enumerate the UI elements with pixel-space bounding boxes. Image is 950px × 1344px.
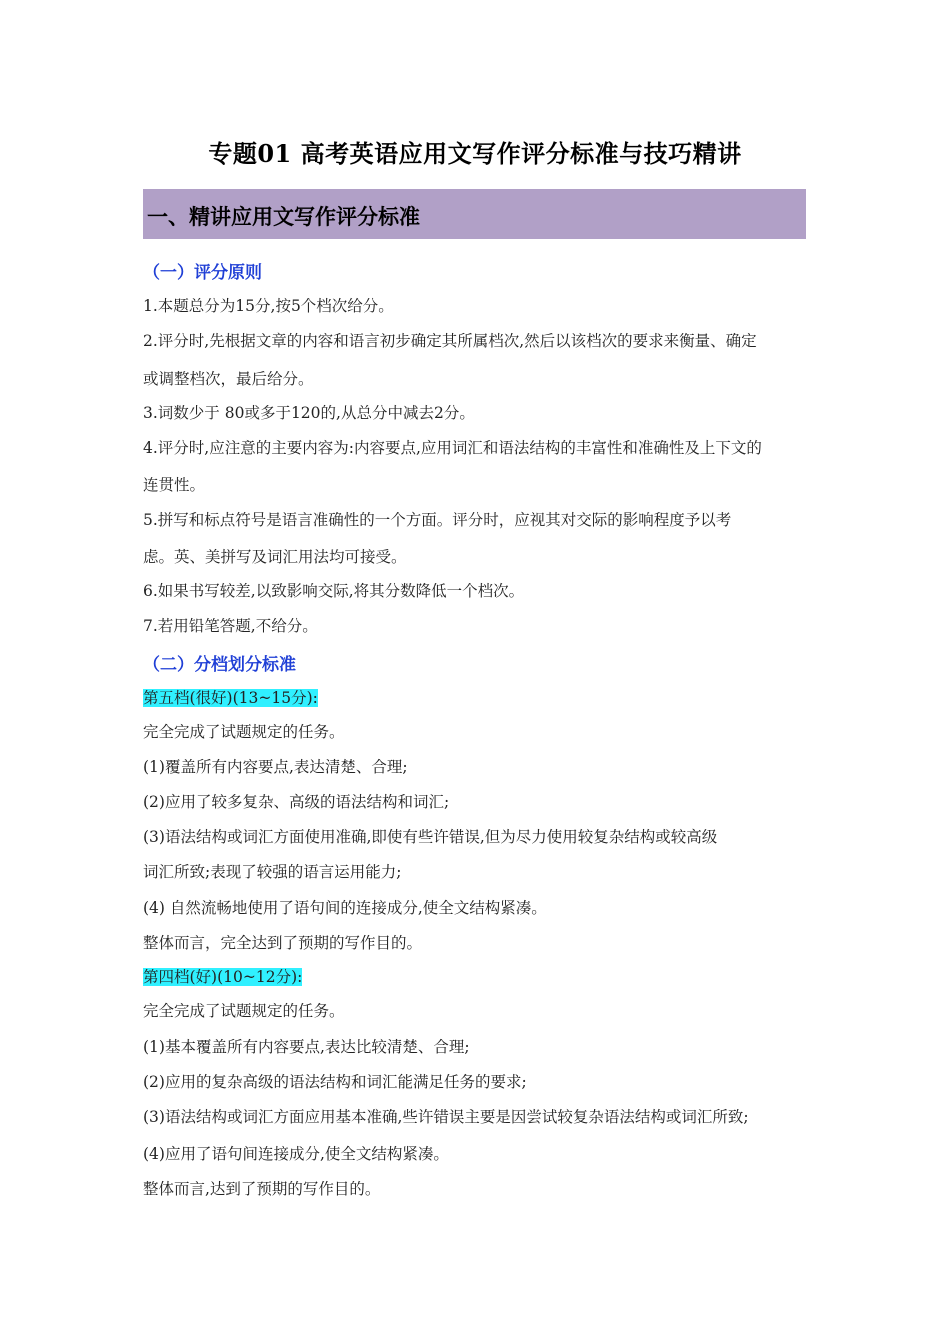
level4-line: 整体而言,达到了预期的写作目的。: [143, 1180, 381, 1198]
principle-line: 连贯性。: [143, 476, 206, 494]
level5-label: [143, 686, 318, 708]
level5-label-highlight: 第五档(很好)(13~15分):: [143, 689, 318, 707]
principle-line: 3.词数少于 80或多于120的,从总分中减去2分。: [143, 404, 475, 422]
level4-line: 完全完成了试题规定的任务。: [143, 1002, 345, 1020]
principle-line: 2.评分时,先根据文章的内容和语言初步确定其所属档次,然后以该档次的要求来衡量、确定: [143, 332, 757, 350]
level5-line: 词汇所致;表现了较强的语言运用能力;: [143, 863, 402, 881]
level4-label-highlight: 第四档(好)(10~12分):: [143, 968, 303, 986]
section-heading: 一、精讲应用文写作评分标准: [147, 204, 420, 229]
principle-line: 虑。英、美拼写及词汇用法均可接受。: [143, 548, 407, 566]
level4-label: [143, 965, 302, 987]
level4-line: (3)语法结构或词汇方面应用基本准确,些许错误主要是因尝试较复杂语法结构或词汇所致;: [143, 1108, 749, 1126]
level4-line: (4)应用了语句间连接成分,使全文结构紧凑。: [143, 1145, 449, 1163]
level5-line: 整体而言，完全达到了预期的写作目的。: [143, 934, 423, 952]
level5-line: (3)语法结构或词汇方面使用准确,即使有些许错误,但为尽力使用较复杂结构或较高级: [143, 828, 718, 846]
level5-line: (4) 自然流畅地使用了语句间的连接成分,使全文结构紧凑。: [143, 899, 547, 917]
principle-line: 1.本题总分为15分,按5个档次给分。: [143, 297, 394, 315]
level4-line: (2)应用的复杂高级的语法结构和词汇能满足任务的要求;: [143, 1073, 527, 1091]
principle-line: 7.若用铅笔答题,不给分。: [143, 617, 318, 635]
level4-line: (1)基本覆盖所有内容要点,表达比较清楚、合理;: [143, 1038, 470, 1056]
level5-line: (1)覆盖所有内容要点,表达清楚、合理;: [143, 758, 408, 776]
section-banner: [143, 189, 806, 239]
principle-line: 4.评分时,应注意的主要内容为:内容要点,应用词汇和语法结构的丰富性和准确性及上下文的: [143, 439, 762, 457]
principle-line: 或调整档次，最后给分。: [143, 370, 314, 388]
principle-line: 5.拼写和标点符号是语言准确性的一个方面。评分时，应视其对交际的影响程度予以考: [143, 511, 732, 529]
principles-heading: （一）评分原则: [143, 263, 262, 283]
level5-line: (2)应用了较多复杂、高级的语法结构和词汇;: [143, 793, 450, 811]
level5-line: 完全完成了试题规定的任务。: [143, 723, 345, 741]
grading-heading: （二）分档划分标准: [143, 655, 296, 675]
principle-line: 6.如果书写较差,以致影响交际,将其分数降低一个档次。: [143, 582, 525, 600]
document-title: 专题01 高考英语应用文写作评分标准与技巧精讲: [208, 139, 742, 168]
